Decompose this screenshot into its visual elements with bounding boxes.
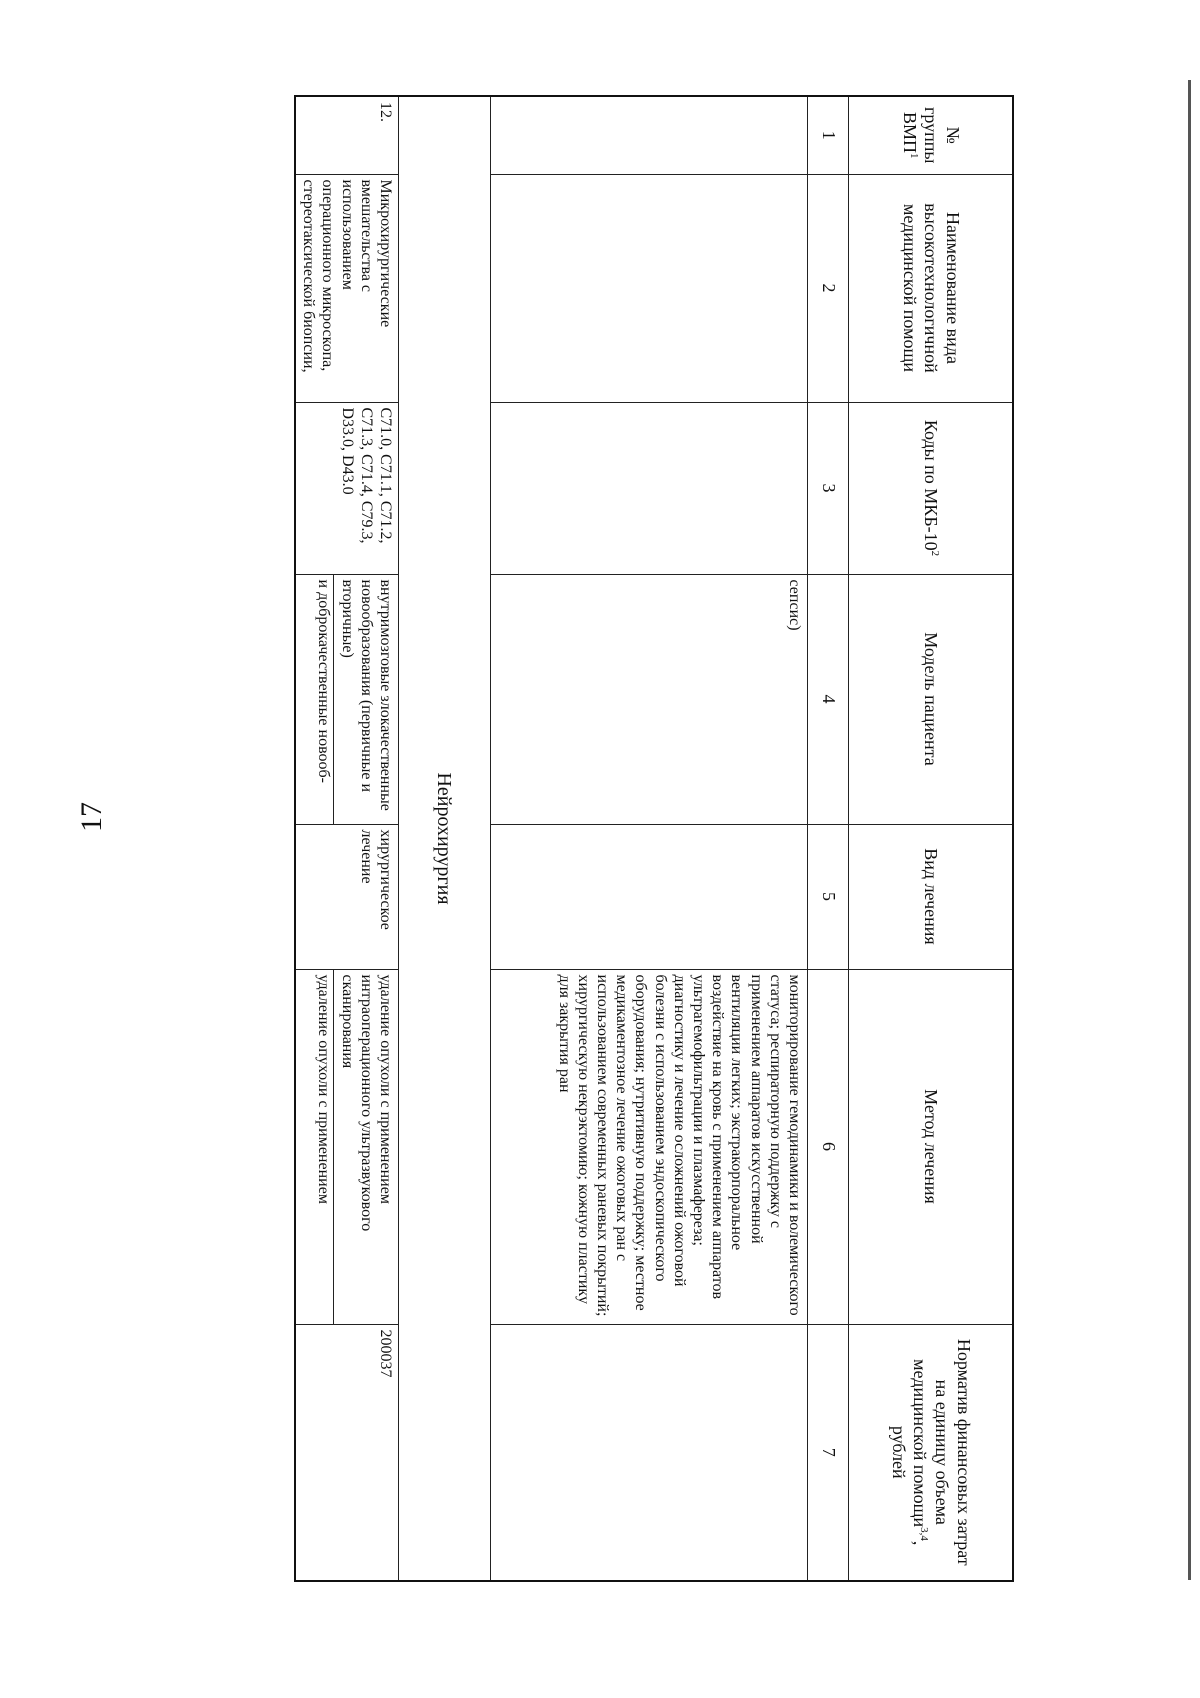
table-row [491, 96, 808, 1581]
cell-treatment-method: мониторирование гемодинамики и волемического статуса; респираторную поддержку с применением аппаратов искусственной вентиляции легких; экстракорпоральное воздействие на кровь с применением аппаратов ультрагемофильтрации и плазмафереза; диагностику и лечение осложнений ожоговой болезни с использованием эндоскопического оборудования; нутритивную поддержку; местное медикаментозное лечение ожоговых ран с использованием современных раневых покрытий; хирургическую некрэктомию; кожную пластику для закрытия ран [491, 969, 808, 1324]
col-number: 3 [808, 402, 849, 574]
vmp-table [294, 95, 1014, 1582]
header-care-name: Наименование вида высокотехнологичной медицинской помощи [849, 174, 1014, 402]
col-number: 1 [808, 96, 849, 174]
col-number: 2 [808, 174, 849, 402]
header-cost-norm: Норматив финансовых затрат на единицу объема медицинской помощи$^{3,4}$, рублей [849, 1324, 1014, 1581]
cell-treatment-type [491, 824, 808, 969]
cell-treatment-type: хирургическое лечение [295, 824, 398, 969]
page-edge-line [1188, 80, 1191, 1580]
header-treatment-type: Вид лечения [849, 824, 1014, 969]
cell-patient-model: сепсис) [491, 574, 808, 824]
cell-codes: C71.0, C71.1, C71.2, C71.3, C71.4, C79.3, D33.0, D43.0 [295, 402, 398, 574]
cell-group: 12. [295, 96, 398, 174]
col-number: 6 [808, 969, 849, 1324]
cell-codes [491, 402, 808, 574]
header-group-no: № группы ВМП$^1$ [849, 96, 1014, 174]
section-row [399, 96, 491, 1581]
cell-cost: 200037 [295, 1324, 398, 1581]
cell-care-name: Микрохирургические вмешательства с использованием операционного микроскопа, стереотаксической биопсии, [295, 174, 398, 402]
cell-group [491, 96, 808, 174]
column-number-row [808, 96, 849, 1581]
cell-treatment-method [295, 969, 398, 1324]
section-title: Нейрохирургия [399, 96, 491, 1581]
treatment-method-line: удаление опухоли с применением [315, 974, 333, 1204]
patient-model-line: и доброкачественные новооб- [315, 579, 333, 783]
cell-care-name [491, 174, 808, 402]
cell-cost [491, 1324, 808, 1581]
patient-model-line: внутримозговые злокачественные новообразования (первичные и вторичные) [333, 575, 395, 824]
header-patient-model: Модель пациента [849, 574, 1014, 824]
col-number: 4 [808, 574, 849, 824]
header-row [849, 96, 1014, 1581]
col-number: 7 [808, 1324, 849, 1581]
header-treatment-method: Метод лечения [849, 969, 1014, 1324]
table-row [295, 96, 398, 1581]
header-icd-codes: Коды по МКБ-$10^2$ [849, 402, 1014, 574]
col-number: 5 [808, 824, 849, 969]
rotated-table-wrapper [169, 95, 1014, 1580]
page-number: 17 [75, 802, 108, 832]
treatment-method-line: удаление опухоли с применением интраоперационного ультразвукового сканирования [333, 970, 395, 1324]
cell-patient-model [295, 574, 398, 824]
